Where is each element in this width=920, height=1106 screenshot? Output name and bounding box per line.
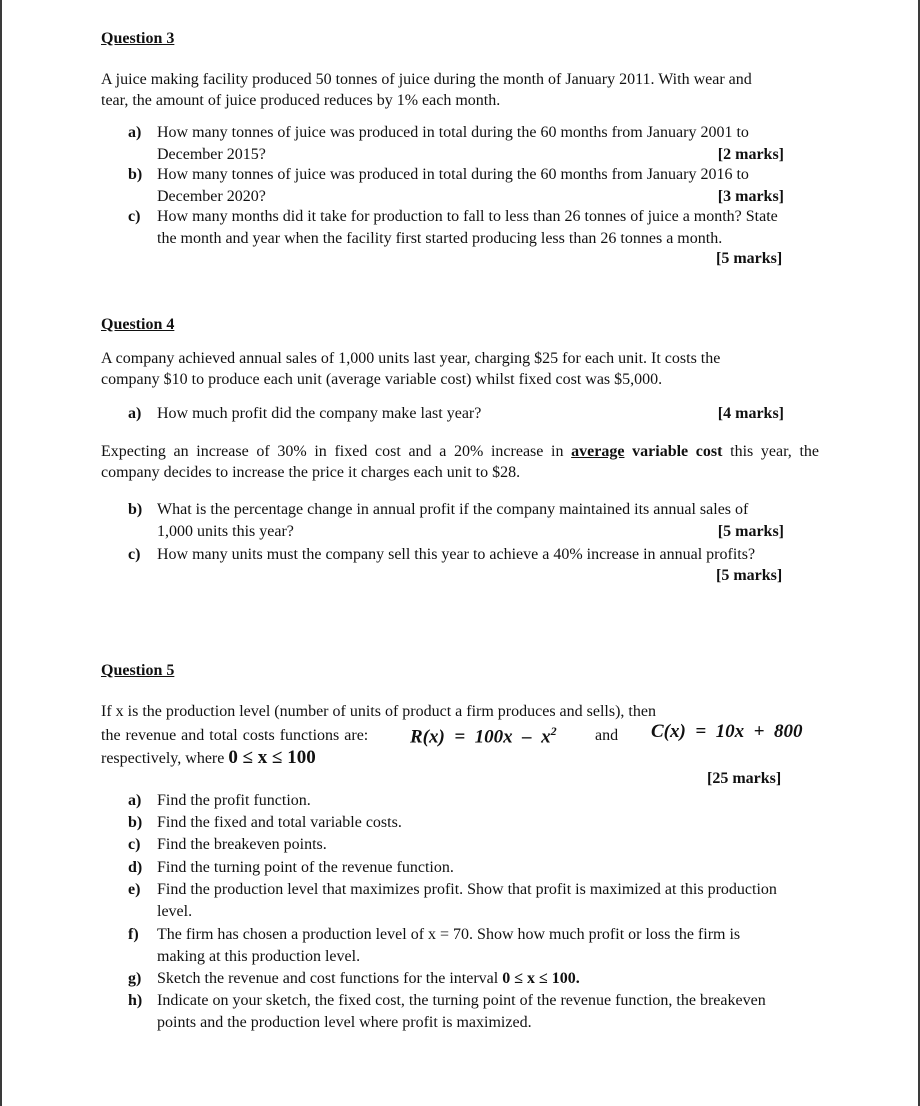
question-4-title: Question 4 <box>101 316 175 333</box>
marks-label: [4 marks] <box>717 405 784 422</box>
part-label: b) <box>128 814 143 831</box>
question-4-context <box>101 441 819 483</box>
part-text: Find the breakeven points. <box>157 836 327 853</box>
part-label: b) <box>128 501 143 518</box>
part-label: a) <box>128 124 142 141</box>
marks-label: [5 marks] <box>717 522 784 540</box>
part-label: a) <box>128 792 142 809</box>
part-label: h) <box>128 992 143 1009</box>
question-4-intro-line-2: company $10 to produce each unit (average variable cost) whilst fixed cost was $5,000. <box>101 371 663 388</box>
question-3-intro-line-2: tear, the amount of juice produced reduces by 1% each month. <box>101 92 501 109</box>
revenue-function <box>410 721 557 747</box>
part-text-line-1: How many tonnes of juice was produced in total during the 60 months from January 2016 to <box>157 166 749 183</box>
part-label: f) <box>128 926 139 943</box>
domain-inequality: 0 ≤ x ≤ 100 <box>502 970 576 987</box>
question-5-title: Question 5 <box>101 662 175 679</box>
question-5-part-g <box>128 968 828 990</box>
part-label: b) <box>128 166 143 183</box>
question-4-part-b <box>128 499 784 542</box>
part-text-line-2: December 2020? <box>157 187 266 205</box>
cost-function: C(x) = 10x + 800 <box>651 721 803 742</box>
question-5-part-d <box>128 857 828 879</box>
part-text: Find the fixed and total variable costs. <box>157 814 402 831</box>
part-label: g) <box>128 970 142 987</box>
part-text-line-1: Indicate on your sketch, the fixed cost, the turning point of the revenue function, the breakeven <box>157 992 766 1009</box>
question-4-context-line-1 <box>101 441 819 462</box>
question-3-title: Question 3 <box>101 30 175 47</box>
part-label: e) <box>128 881 141 898</box>
question-5-intro-line-3: respectively, where <box>101 750 225 767</box>
marks-label: [2 marks] <box>717 145 784 163</box>
part-text-line-2: making at this production level. <box>157 947 361 965</box>
question-3-part-c-marks: [5 marks] <box>716 250 783 267</box>
question-5-intro-line-2: the revenue and total costs functions are: <box>101 727 369 744</box>
part-text-line-2: points and the production level where profit is maximized. <box>157 1013 532 1031</box>
context-text: Expecting an increase of 30% in fixed cost and a 20% increase in <box>101 443 564 460</box>
revenue-function-text: R(x) = 100x – x <box>410 726 551 748</box>
part-label: c) <box>128 208 141 225</box>
marks-label: [3 marks] <box>717 187 784 205</box>
question-3-part-c <box>128 206 828 249</box>
context-text: this year, the <box>730 443 820 460</box>
part-text: Sketch the revenue and cost functions for the interval <box>157 970 499 987</box>
question-5-marks: [25 marks] <box>707 770 782 787</box>
question-5-part-b <box>128 812 828 834</box>
question-4-intro-line-1: A company achieved annual sales of 1,000 units last year, charging $25 for each unit. It costs the <box>101 350 721 367</box>
question-5-part-a <box>128 790 828 812</box>
domain-inequality: 0 ≤ x ≤ 100 <box>228 747 316 768</box>
part-text-line-1: What is the percentage change in annual profit if the company maintained its annual sales of <box>157 501 749 518</box>
part-text-line-1: How many months did it take for production to fall to less than 26 tonnes of juice a month? State <box>157 208 778 225</box>
part-text: Find the turning point of the revenue function. <box>157 859 454 876</box>
question-5-part-f <box>128 924 828 967</box>
question-3-intro-line-1: A juice making facility produced 50 tonnes of juice during the month of January 2011. With wear and <box>101 71 752 88</box>
part-label: c) <box>128 836 141 853</box>
emphasis-average: average <box>571 443 625 460</box>
question-5-functions-row <box>101 721 821 747</box>
part-text: How much profit did the company make last year? <box>157 405 482 422</box>
question-4-context-line-2: company decides to increase the price it charges each unit to $28. <box>101 464 521 481</box>
question-4-part-c <box>128 544 828 566</box>
question-5-part-c <box>128 834 828 856</box>
part-text-line-2: the month and year when the facility first started producing less than 26 tonnes a month. <box>157 229 723 247</box>
part-text-line-1: Find the production level that maximizes profit. Show that profit is maximized at this production <box>157 881 777 898</box>
part-text: Find the profit function. <box>157 792 311 809</box>
question-5-domain-line <box>101 747 316 769</box>
question-3-part-b <box>128 164 784 207</box>
part-text-line-2: December 2015? <box>157 145 266 163</box>
and-word: and <box>595 727 619 744</box>
question-3-intro <box>101 69 801 111</box>
part-text-line-2: 1,000 units this year? <box>157 522 294 540</box>
question-5-part-e <box>128 879 828 922</box>
question-4-part-c-marks: [5 marks] <box>716 567 783 584</box>
question-4-intro <box>101 348 801 390</box>
part-text-line-1: How many tonnes of juice was produced in total during the 60 months from January 2001 to <box>157 124 749 141</box>
revenue-function-exponent: 2 <box>550 724 557 738</box>
question-5-part-h <box>128 990 828 1033</box>
question-3-part-a <box>128 122 784 165</box>
part-label: d) <box>128 859 143 876</box>
part-text-line-2: level. <box>157 902 193 920</box>
question-5-intro-line-1: If x is the production level (number of units of product a firm produces and sells), then <box>101 703 656 720</box>
part-text-line-1: The firm has chosen a production level of x = 70. Show how much profit or loss the firm is <box>157 926 741 943</box>
period: . <box>575 970 580 987</box>
part-text-line-1: How many units must the company sell this year to achieve a 40% increase in annual profits? <box>157 546 756 563</box>
emphasis-variable-cost: variable cost <box>632 443 723 460</box>
part-label: a) <box>128 405 142 422</box>
question-4-part-a <box>128 403 784 425</box>
part-label: c) <box>128 546 141 563</box>
